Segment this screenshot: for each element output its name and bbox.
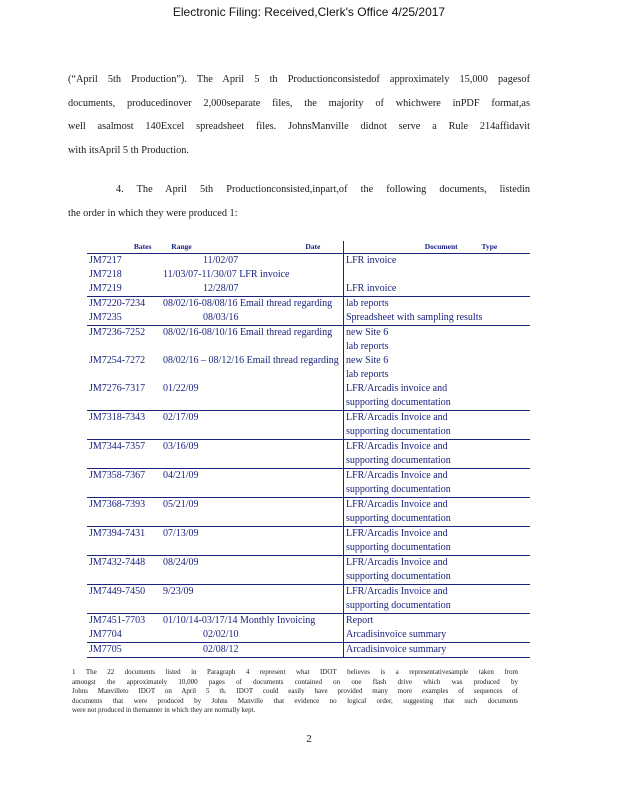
table-row	[87, 628, 530, 643]
document-type-cell: supporting documentation	[346, 513, 451, 524]
paragraph-line: the order in which they were produced 1:	[68, 207, 238, 219]
document-type-cell: LFR invoice	[346, 283, 397, 294]
bates-header: Bates	[133, 242, 152, 251]
table-row	[87, 311, 530, 326]
date-value: 08/02/16 – 08/12/16 Email thread regarding	[163, 355, 339, 366]
bates-date-cell	[87, 382, 344, 396]
date-value: 01/22/09	[163, 383, 199, 394]
table-row	[87, 643, 530, 658]
date-value: 12/28/07	[203, 283, 239, 294]
bates-number: JM7220-7234	[89, 298, 146, 309]
bates-date-cell	[87, 483, 344, 498]
bates-date-cell	[87, 340, 344, 354]
footnote-line: 1 The 22 documents listed in Paragraph 4 represent what IDOT believes is a representativesample taken from	[72, 668, 518, 676]
document-type-cell: LFR/Arcadis Invoice and	[344, 411, 531, 426]
table-row	[87, 396, 530, 411]
table-row	[87, 599, 530, 614]
date-value: 11/02/07	[203, 255, 239, 266]
date-value: 02/08/12	[203, 644, 239, 655]
bates-number: JM7218	[89, 269, 122, 280]
bates-date-cell	[87, 498, 344, 513]
document-header: Document	[424, 242, 458, 251]
paragraph-line: well asalmost 140Excel spreadsheet files. JohnsManville didnot serve a Rule 214affidavit	[68, 121, 530, 132]
paragraph-line: documents, producedinover 2,000separate files, the majority of whichwere inPDF format,as	[68, 97, 530, 109]
date-value: 08/02/16-08/10/16 Email thread regarding	[163, 327, 333, 338]
bates-date-cell	[87, 643, 344, 658]
table-row	[87, 454, 530, 469]
table-row	[87, 512, 530, 527]
document-type-cell: supporting documentation	[346, 397, 451, 408]
table-row	[87, 483, 530, 498]
table-row	[87, 254, 530, 269]
table-row	[87, 326, 530, 341]
table-row	[87, 556, 530, 571]
footnote-line: amongst the approximately 10,000 pages of documents contained on one flash drive which was produced by	[72, 677, 518, 686]
document-type-cell: Arcadisinvoice summary	[344, 643, 531, 658]
document-type-cell: supporting documentation	[346, 542, 451, 553]
bates-number: JM7217	[89, 255, 122, 266]
document-type-cell: lab reports	[344, 297, 531, 312]
bates-number: JM7394-7431	[89, 528, 146, 539]
bates-number: JM7219	[89, 283, 122, 294]
table-row	[87, 382, 530, 396]
bates-date-cell	[87, 268, 344, 282]
bates-number: JM7368-7393	[89, 499, 146, 510]
bates-date-header	[87, 241, 344, 254]
bates-date-cell	[87, 541, 344, 556]
document-type-cell: new Site 6	[344, 326, 531, 341]
bates-number: JM7449-7450	[89, 586, 146, 597]
bates-date-cell	[87, 396, 344, 411]
bates-date-cell	[87, 411, 344, 426]
table-row	[87, 282, 530, 297]
document-type-cell: LFR/Arcadis Invoice and	[344, 469, 531, 484]
paragraph-line: (“April 5th Production”). The April 5 th Productionconsistedof approximately 15,000 pagesof	[68, 74, 530, 85]
table-row	[87, 440, 530, 455]
date-header: Date	[305, 242, 321, 251]
document-type-cell: Arcadisinvoice summary	[346, 629, 447, 640]
table-row	[87, 469, 530, 484]
document-type-cell: supporting documentation	[346, 484, 451, 495]
document-type-header	[344, 241, 531, 254]
footnote-line: documents that were produced by Johns Manville that evidence no logical order, suggesting that such documents	[72, 696, 518, 705]
paragraph-4	[68, 178, 530, 225]
bates-date-cell	[87, 570, 344, 585]
document-type-cell: LFR/Arcadis Invoice and	[344, 585, 531, 600]
footnote-line: Johns Manvilleto IDOT on April 5 th. IDOT could easily have provided many more examples of sequences of	[72, 687, 518, 696]
type-header: Type	[481, 242, 498, 251]
bates-number: JM7704	[89, 629, 122, 640]
document-type-cell: LFR invoice	[346, 255, 397, 266]
bates-date-cell	[87, 368, 344, 382]
bates-number: JM7451-7703	[89, 615, 146, 626]
bates-number: JM7254-7272	[89, 355, 146, 366]
paragraph-line: 4. The April 5th Productionconsisted,inpart,of the following documents, listedin	[116, 184, 530, 195]
document-type-cell: supporting documentation	[346, 571, 451, 582]
bates-date-cell	[87, 254, 344, 269]
bates-number: JM7318-7343	[89, 412, 146, 423]
document-type-cell	[344, 268, 531, 282]
footnote	[72, 668, 518, 716]
bates-date-cell	[87, 425, 344, 440]
document-type-cell: Spreadsheet with sampling results	[346, 312, 483, 323]
table-row	[87, 425, 530, 440]
table-header-row	[87, 241, 530, 254]
table-row	[87, 297, 530, 312]
bates-number: JM7236-7252	[89, 327, 146, 338]
footnote-line: were not produced in themanner in which they are normally kept.	[72, 706, 256, 715]
date-value: 02/17/09	[163, 412, 199, 423]
document-type-cell: supporting documentation	[346, 455, 451, 466]
bates-date-cell	[87, 599, 344, 614]
document-type-cell: supporting documentation	[346, 426, 451, 437]
document-type-cell: LFR/Arcadis Invoice and	[344, 498, 531, 513]
bates-number: JM7344-7357	[89, 441, 146, 452]
date-value: 05/21/09	[163, 499, 199, 510]
table-row	[87, 268, 530, 282]
table-row	[87, 498, 530, 513]
bates-date-cell	[87, 297, 344, 312]
date-value: 08/03/16	[203, 312, 239, 323]
bates-number: JM7432-7448	[89, 557, 146, 568]
bates-number: JM7235	[89, 312, 122, 323]
date-value: 08/02/16-08/08/16 Email thread regarding	[163, 298, 333, 309]
document-type-cell: LFR/Arcadis invoice and	[346, 383, 448, 394]
bates-date-cell	[87, 512, 344, 527]
table-row	[87, 354, 530, 368]
bates-date-cell	[87, 282, 344, 297]
bates-date-cell	[87, 527, 344, 542]
bates-date-cell	[87, 585, 344, 600]
table-row	[87, 541, 530, 556]
date-value: 08/24/09	[163, 557, 199, 568]
bates-date-cell	[87, 354, 344, 368]
bates-number: JM7358-7367	[89, 470, 146, 481]
document-type-cell: lab reports	[346, 369, 389, 380]
table-row	[87, 585, 530, 600]
date-value: 9/23/09	[163, 586, 194, 597]
bates-date-cell	[87, 326, 344, 341]
range-header: Range	[171, 242, 192, 251]
bates-date-cell	[87, 556, 344, 571]
page-number: 2	[306, 733, 312, 745]
date-value: 03/16/09	[163, 441, 199, 452]
bates-date-cell	[87, 454, 344, 469]
date-value: 01/10/14-03/17/14 Monthly Invoicing	[163, 615, 316, 626]
bates-number: JM7705	[89, 644, 122, 655]
table-row	[87, 527, 530, 542]
date-value: 07/13/09	[163, 528, 199, 539]
date-value: 11/03/07-11/30/07 LFR invoice	[163, 269, 290, 280]
date-value: 04/21/09	[163, 470, 199, 481]
table-row	[87, 614, 530, 629]
document-type-cell: lab reports	[346, 341, 389, 352]
table-row	[87, 570, 530, 585]
document-type-cell: LFR/Arcadis Invoice and	[344, 440, 531, 455]
bates-date-cell	[87, 311, 344, 326]
document-type-cell: LFR/Arcadis Invoice and	[344, 556, 531, 571]
document-type-cell: Report	[344, 614, 531, 629]
paragraph-production-description	[68, 68, 530, 162]
bates-date-cell	[87, 614, 344, 629]
bates-date-cell	[87, 440, 344, 455]
table-row	[87, 411, 530, 426]
documents-table	[87, 241, 530, 658]
filing-header: Electronic Filing: Received,Clerk's Office 4/25/2017	[172, 5, 446, 19]
table-row	[87, 368, 530, 382]
bates-number: JM7276-7317	[89, 383, 146, 394]
paragraph-line: with itsApril 5 th Production.	[68, 144, 189, 156]
bates-date-cell	[87, 628, 344, 643]
document-type-cell: new Site 6	[346, 355, 389, 366]
table-row	[87, 340, 530, 354]
date-value: 02/02/10	[203, 629, 239, 640]
bates-date-cell	[87, 469, 344, 484]
document-type-cell: LFR/Arcadis Invoice and	[344, 527, 531, 542]
document-type-cell: supporting documentation	[346, 600, 451, 611]
